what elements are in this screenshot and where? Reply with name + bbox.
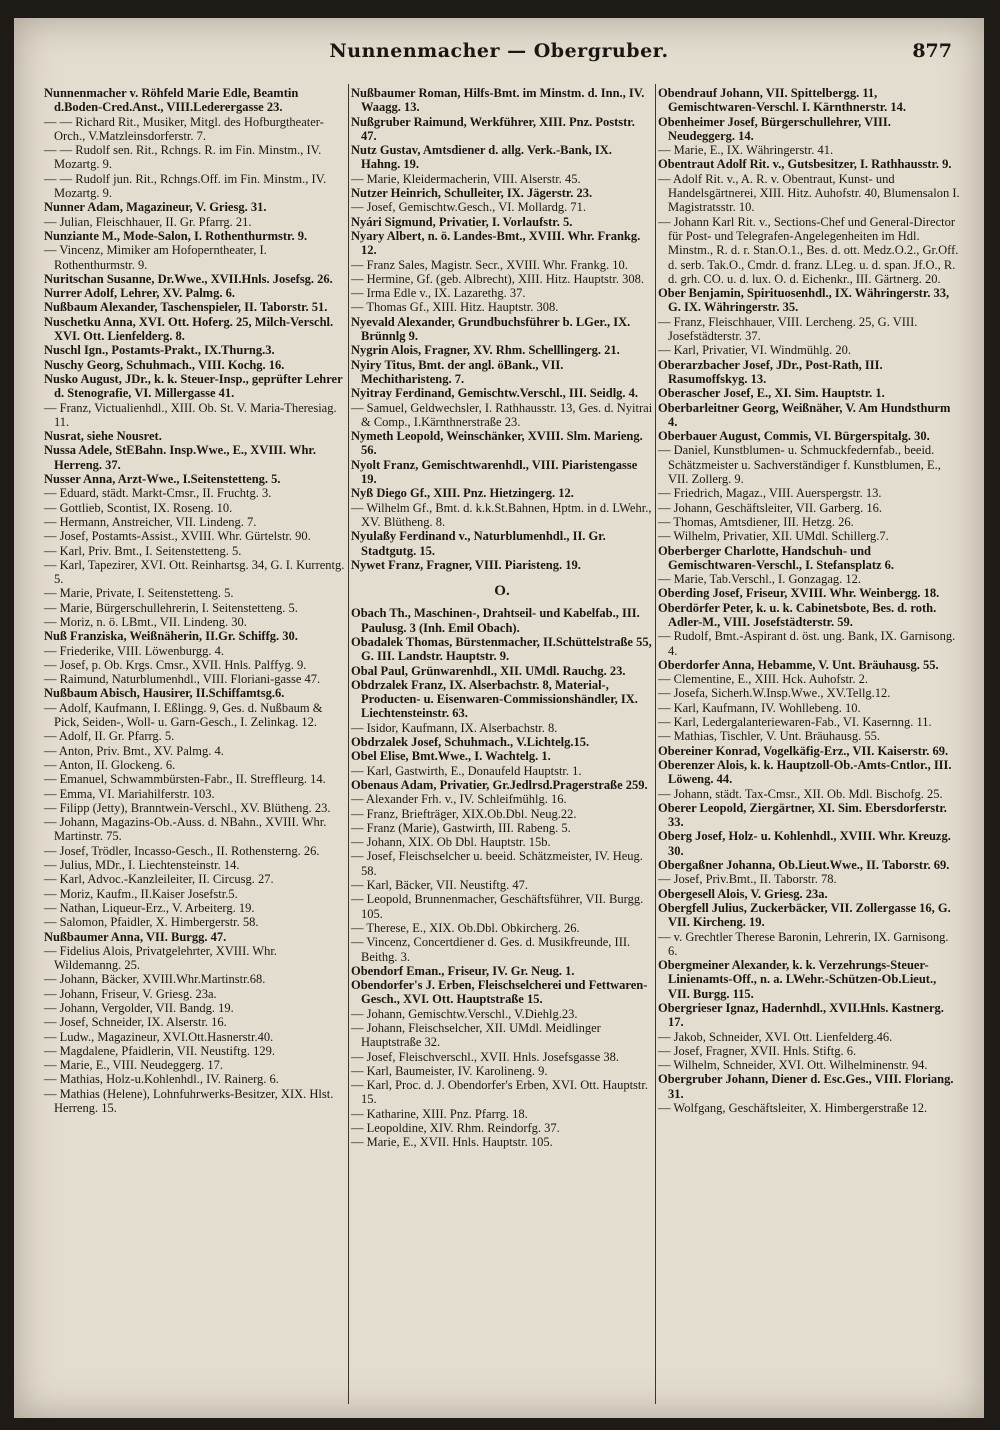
directory-entry: — Marie, Kleidermacherin, VIII. Alserstr. 45. xyxy=(351,171,581,186)
directory-entry: Obdrzalek Josef, Schuhmach., V.Lichtelg.15. xyxy=(351,735,590,750)
directory-entry: Nyiry Titus, Bmt. der angl. öBank., VII. Mechitharisteng. 7. xyxy=(351,357,564,386)
directory-entry: — — Richard Rit., Musiker, Mitgl. des Hofburgtheater-Orch., V.Matzleinsdorferstr. 7. xyxy=(44,114,324,143)
directory-entry: — Mathias, Tischler, V. Unt. Bräuhausg. 55. xyxy=(658,729,880,744)
column-divider xyxy=(655,84,656,1404)
directory-entry: — Magdalene, Pfaidlerin, VII. Neustiftg. 129. xyxy=(44,1043,275,1058)
directory-entry: — Gottlieb, Scontist, IX. Roseng. 10. xyxy=(44,500,233,515)
directory-entry: — Hermine, Gf. (geb. Albrecht), XIII. Hitz. Hauptstr. 308. xyxy=(351,271,644,286)
column-3 xyxy=(658,86,960,1115)
directory-entry: — Irma Edle v., IX. Lazarethg. 37. xyxy=(351,286,526,301)
directory-entry: Nussa Adele, StEBahn. Insp.Wwe., E., XVIII. Whr. Herreng. 37. xyxy=(44,443,316,472)
directory-entry: — Alexander Frh. v., IV. Schleifmühlg. 16. xyxy=(351,792,567,807)
directory-entry: Nyolt Franz, Gemischtwarenhdl., VIII. Piaristengasse 19. xyxy=(351,457,638,487)
directory-entry: Obach Th., Maschinen-, Drahtseil- und Kabelfab., III. Paulusg. 3 (Inh. Emil Obach). xyxy=(351,606,640,635)
directory-entry: — Isidor, Kaufmann, IX. Alserbachstr. 8. xyxy=(351,720,558,735)
directory-entry: Obergaßner Johanna, Ob.Lieut.Wwe., II. Taborstr. 69. xyxy=(658,858,950,873)
directory-entry: — Julius, MDr., I. Liechtensteinstr. 14. xyxy=(44,858,240,873)
directory-entry: — Clementine, E., XIII. Hck. Auhofstr. 2. xyxy=(658,672,869,687)
directory-entry: Obenheimer Josef, Bürgerschullehrer, VIII. Neudeggerg. 14. xyxy=(658,114,891,143)
directory-entry: Oberer Leopold, Ziergärtner, XI. Sim. Ebersdorferstr. 33. xyxy=(658,800,947,830)
directory-entry: Oberberger Charlotte, Handschuh- und Gemischtwaren-Verschl., I. Stefansplatz 6. xyxy=(658,543,895,572)
directory-entry: Obendorfer's J. Erben, Fleischselcherei und Fettwaren-Gesch., XVI. Ott. Hauptstraße 15. xyxy=(351,978,648,1007)
directory-entry: — Adolf Rit. v., A. R. v. Obentraut, Kunst- und Handelsgärtnerei, XIII. Hitz. Auhofstr. 40, Blumensalon I. Magistratsstr. 10. xyxy=(658,171,960,215)
directory-entry: — Mathias, Holz-u.Kohlenhdl., IV. Rainerg. 6. xyxy=(44,1072,279,1087)
directory-entry: Obentraut Adolf Rit. v., Gutsbesitzer, I. Rathhausstr. 9. xyxy=(658,157,952,172)
directory-entry: Obendrauf Johann, VII. Spittelbergg. 11, Gemischtwaren-Verschl. I. Kärnthnerstr. 14. xyxy=(658,86,907,115)
page-header xyxy=(14,40,984,70)
directory-entry: — Josef, Trödler, Incasso-Gesch., II. Rothensterng. 26. xyxy=(44,843,320,858)
directory-entry: — Filipp (Jetty), Branntwein-Verschl., XV. Blütheng. 23. xyxy=(44,800,331,815)
column-1 xyxy=(44,86,346,1115)
column-divider xyxy=(348,84,349,1404)
directory-entry: — Moriz, n. ö. LBmt., VII. Lindeng. 30. xyxy=(44,614,247,629)
directory-entry: Ober Benjamin, Spirituosenhdl., IX. Währingerstr. 33, G. IX. Währingerstr. 35. xyxy=(658,286,950,315)
directory-entry: Oberding Josef, Friseur, XVIII. Whr. Weinbergg. 18. xyxy=(658,586,940,601)
directory-entry: — Johann, Fleischselcher, XII. UMdl. Meidlinger Hauptstraße 32. xyxy=(351,1021,601,1050)
directory-entry: — Marie, E., XVII. Hnls. Hauptstr. 105. xyxy=(351,1135,553,1150)
directory-entry: — Emanuel, Schwammbürsten-Fabr., II. Streffleurg. 14. xyxy=(44,772,326,787)
directory-entry: — Marie, E., VIII. Neudeggerg. 17. xyxy=(44,1058,224,1073)
directory-entry: — Josef, Postamts-Assist., XVIII. Whr. Gürtelstr. 90. xyxy=(44,529,311,544)
directory-entry: — Johann, städt. Tax-Cmsr., XII. Ob. Mdl. Bischofg. 25. xyxy=(658,786,943,801)
directory-entry: Obenaus Adam, Privatier, Gr.Jedlrsd.Pragerstraße 259. xyxy=(351,777,648,792)
directory-entry: Nunnenmacher v. Röhfeld Marie Edle, Beamtin d.Boden-Cred.Anst., VIII.Lederergasse 23. xyxy=(44,86,299,115)
directory-entry: Oberbarleitner Georg, Weißnäher, V. Am Hundsthurm 4. xyxy=(658,400,951,429)
directory-entry: Obel Elise, Bmt.Wwe., I. Wachtelg. 1. xyxy=(351,749,551,764)
directory-entry: — Anton, II. Glockeng. 6. xyxy=(44,757,176,772)
directory-entry: — Leopold, Brunnenmacher, Geschäftsführer, VII. Burgg. 105. xyxy=(351,892,644,921)
directory-entry: — Karl, Proc. d. J. Obendorfer's Erben, XVI. Ott. Hauptstr. 15. xyxy=(351,1078,648,1107)
directory-entry: Nywet Franz, Fragner, VIII. Piaristeng. 19. xyxy=(351,557,581,572)
section-letter: O. xyxy=(494,583,510,600)
directory-entry: — Leopoldine, XIV. Rhm. Reindorfg. 37. xyxy=(351,1121,560,1136)
directory-entry: Nygrin Alois, Fragner, XV. Rhm. Schelllingerg. 21. xyxy=(351,343,620,358)
directory-entry: Obergrieser Ignaz, Hadernhdl., XVII.Hnls. Kastnerg. 17. xyxy=(658,1001,944,1030)
directory-entry: Nyary Albert, n. ö. Landes-Bmt., XVIII. Whr. Frankg. 12. xyxy=(351,228,641,258)
directory-entry: — Josefa, Sicherh.W.Insp.Wwe., XV.Tellg.12. xyxy=(658,686,891,701)
directory-entry: Nyß Diego Gf., XIII. Pnz. Hietzingerg. 12. xyxy=(351,486,574,501)
directory-entry: — Karl, Privatier, VI. Windmühlg. 20. xyxy=(658,343,851,358)
directory-entry: — Thomas Gf., XIII. Hitz. Hauptstr. 308. xyxy=(351,300,559,315)
directory-entry: — Moriz, Kaufm., II.Kaiser Josefstr.5. xyxy=(44,886,238,901)
directory-entry: Obdrzalek Franz, IX. Alserbachstr. 8, Material-, Producten- u. Eisenwaren-Commissionshändler, IX. Liechtensteinstr. 63. xyxy=(351,677,638,721)
directory-entry: — Salomon, Pfaidler, X. Himbergerstr. 58. xyxy=(44,915,259,930)
directory-entry: — Johann, Friseur, V. Griesg. 23a. xyxy=(44,986,217,1001)
directory-entry: — — Rudolf jun. Rit., Rchngs.Off. im Fin. Minstm., IV. Mozartg. 9. xyxy=(44,171,327,201)
directory-entry: Nußbaumer Roman, Hilfs-Bmt. im Minstm. d. Inn., IV. Waagg. 13. xyxy=(351,86,645,115)
directory-entry: — Jakob, Schneider, XVI. Ott. Lienfelderg.46. xyxy=(658,1029,893,1044)
directory-entry: — Marie, Tab.Verschl., I. Gonzagag. 12. xyxy=(658,572,862,587)
directory-entry: — Friedrich, Magaz., VIII. Auerspergstr. 13. xyxy=(658,486,882,501)
directory-entry: Obereiner Konrad, Vogelkäfig-Erz., VII. Kaiserstr. 69. xyxy=(658,743,949,758)
directory-entry: — Rudolf, Bmt.-Aspirant d. öst. ung. Bank, IX. Garnisong. 4. xyxy=(658,629,956,658)
directory-entry: Oberarzbacher Josef, JDr., Post-Rath, III. Rasumoffskyg. 13. xyxy=(658,357,883,386)
directory-entry: Nuschl Ign., Postamts-Prakt., IX.Thurng.3. xyxy=(44,343,275,358)
directory-entry: Oberascher Josef, E., XI. Sim. Hauptstr. 1. xyxy=(658,386,885,401)
directory-entry: — Franz (Marie), Gastwirth, III. Rabeng. 5. xyxy=(351,820,571,835)
directory-entry: — Karl, Priv. Bmt., I. Seitenstetteng. 5. xyxy=(44,543,242,558)
directory-entry: Nuritschan Susanne, Dr.Wwe., XVII.Hnls. Josefsg. 26. xyxy=(44,271,333,286)
directory-entry: — Franz, Victualienhdl., XIII. Ob. St. V. Maria-Theresiag. 11. xyxy=(44,400,337,429)
directory-entry: — Marie, Private, I. Seitenstetteng. 5. xyxy=(44,586,234,601)
directory-entry: — Franz Sales, Magistr. Secr., XVIII. Whr. Frankg. 10. xyxy=(351,257,628,272)
directory-entry: — Eduard, städt. Markt-Cmsr., II. Fruchtg. 3. xyxy=(44,486,272,501)
directory-entry: — Johann, Bäcker, XVIII.Whr.Martinstr.68. xyxy=(44,972,266,987)
directory-entry: — Josef, Fleischselcher u. beeid. Schätzmeister, IV. Heug. 58. xyxy=(351,849,643,878)
directory-entry: Nunner Adam, Magazineur, V. Griesg. 31. xyxy=(44,200,267,215)
directory-entry: — — Rudolf sen. Rit., Rchngs. R. im Fin. Minstm., IV. Mozartg. 9. xyxy=(44,143,322,172)
directory-entry: Nußbaumer Anna, VII. Burgg. 47. xyxy=(44,929,227,944)
directory-entry: Nusko August, JDr., k. k. Steuer-Insp., geprüfter Lehrer d. Stenografie, VI. Millergasse 41. xyxy=(44,371,343,401)
directory-entry: — Wolfgang, Geschäftsleiter, X. Himbergerstraße 12. xyxy=(658,1101,928,1116)
directory-entry: — Adolf, II. Gr. Pfarrg. 5. xyxy=(44,729,175,744)
directory-entry: Nutz Gustav, Amtsdiener d. allg. Verk.-Bank, IX. Hahng. 19. xyxy=(351,143,612,172)
directory-entry: — Johann, XIX. Ob Dbl. Hauptstr. 15b. xyxy=(351,835,551,850)
directory-entry: — v. Grechtler Therese Baronin, Lehrerin, IX. Garnisong. 6. xyxy=(658,929,949,958)
directory-entry: — Johann, Geschäftsleiter, VII. Garberg. 16. xyxy=(658,500,882,515)
directory-entry: — Vincenz, Mimiker am Hofoperntheater, I. Rothenthurmstr. 9. xyxy=(44,243,267,272)
directory-entry: — Mathias (Helene), Lohnfuhrwerks-Besitzer, XIX. Hlst. Herreng. 15. xyxy=(44,1086,334,1116)
directory-entry: — Nathan, Liqueur-Erz., V. Arbeiterg. 19. xyxy=(44,900,255,915)
column-2 xyxy=(351,86,653,1150)
directory-entry: — Samuel, Geldwechsler, I. Rathhausstr. 13, Ges. d. Nyitrai & Comp., I.Kärnthnerstraße 23. xyxy=(351,400,653,429)
directory-entry: — Karl, Ledergalanteriewaren-Fab., VI. Kasernng. 11. xyxy=(658,715,932,730)
directory-entry: Obergesell Alois, V. Griesg. 23a. xyxy=(658,886,828,901)
directory-entry: — Emma, VI. Mariahilferstr. 103. xyxy=(44,786,215,801)
directory-entry: — Therese, E., XIX. Ob.Dbl. Obkircherg. 26. xyxy=(351,920,580,935)
directory-entry: Oberdörfer Peter, k. u. k. Cabinetsbote, Bes. d. roth. Adler-M., VIII. Josefstädterstr. 59. xyxy=(658,600,937,629)
directory-entry: Obergfell Julius, Zuckerbäcker, VII. Zollergasse 16, G. VII. Kircheng. 19. xyxy=(658,900,951,930)
directory-entry: Obendorf Eman., Friseur, IV. Gr. Neug. 1. xyxy=(351,963,575,978)
directory-entry: Nuschetku Anna, XVI. Ott. Hoferg. 25, Milch-Verschl. XVI. Ott. Lienfelderg. 8. xyxy=(44,314,334,344)
directory-entry: Nunziante M., Mode-Salon, I. Rothenthurmstr. 9. xyxy=(44,228,308,243)
page-title: Nunnenmacher — Obergruber. xyxy=(329,40,669,62)
directory-entry: Nurrer Adolf, Lehrer, XV. Palmg. 6. xyxy=(44,286,235,301)
directory-entry: — Julian, Fleischhauer, II. Gr. Pfarrg. 21. xyxy=(44,214,252,229)
directory-entry: — Johann Karl Rit. v., Sections-Chef und General-Director für Post- und Telegrafen-Angelegenheiten im Hdl. Minstm., R. d. r. Stan.O.1., Bes. d. ott. Medz.O.2., Gr.Off. d. serb. Tak.O., Cmdr. d. franz. LLeg. u. d. span. Jf.O., R. d. grh. CO. u. d. lux. O. d. Eichenkr., III. Gärtnerg. 20. xyxy=(658,214,959,286)
directory-entry: — Thomas, Amtsdiener, III. Hetzg. 26. xyxy=(658,514,854,529)
directory-entry: — Johann, Gemischtw.Verschl., V.Diehlg.23. xyxy=(351,1006,578,1021)
directory-entry: Nyevald Alexander, Grundbuchsführer b. LGer., IX. Brünnlg 9. xyxy=(351,314,631,344)
directory-entry: — Wilhelm Gf., Bmt. d. k.k.St.Bahnen, Hptm. in d. LWehr., XV. Blütheng. 8. xyxy=(351,500,652,529)
directory-entry: — Josef, Fleischverschl., XVII. Hnls. Josefsgasse 38. xyxy=(351,1049,620,1064)
directory-entry: Nusser Anna, Arzt-Wwe., I.Seitenstetteng. 5. xyxy=(44,472,281,487)
directory-entry: — Wilhelm, Schneider, XVI. Ott. Wilhelminenstr. 94. xyxy=(658,1058,928,1073)
directory-entry: — Adolf, Kaufmann, I. Eßlingg. 9, Ges. d. Nußbaum & Pick, Seiden-, Woll- u. Garn-Gesch., I. Zelinkag. 12. xyxy=(44,700,323,730)
directory-entry: Nusrat, siehe Nousret. xyxy=(44,429,162,444)
directory-entry: Nuß Franziska, Weißnäherin, II.Gr. Schiffg. 30. xyxy=(44,629,298,644)
directory-entry: — Friederike, VIII. Löwenburgg. 4. xyxy=(44,643,225,658)
directory-entry: Nyári Sigmund, Privatier, I. Vorlaufstr. 5. xyxy=(351,214,573,229)
directory-entry: — Karl, Tapezirer, XVI. Ott. Reinhartsg. 34, G. I. Kurrentg. 5. xyxy=(44,557,345,587)
directory-entry: Oberbauer August, Commis, VI. Bürgerspitalg. 30. xyxy=(658,429,930,444)
directory-entry: — Karl, Bäcker, VII. Neustiftg. 47. xyxy=(351,878,529,893)
directory-entry: — Johann, Vergolder, VII. Bandg. 19. xyxy=(44,1001,234,1015)
directory-entry: — Karl, Baumeister, IV. Karolineng. 9. xyxy=(351,1063,548,1078)
directory-entry: — Karl, Advoc.-Kanzleileiter, II. Circusg. 27. xyxy=(44,872,274,887)
directory-entry: Oberg Josef, Holz- u. Kohlenhdl., XVIII. Whr. Kreuzg. 30. xyxy=(658,829,951,858)
page-number: 877 xyxy=(912,40,952,62)
directory-entry: Oberdorfer Anna, Hebamme, V. Unt. Bräuhausg. 55. xyxy=(658,657,939,672)
directory-entry: Oberenzer Alois, k. k. Hauptzoll-Ob.-Amts-Cntlor., III. Löweng. 44. xyxy=(658,757,952,787)
directory-entry: Nußbaum Abisch, Hausirer, II.Schiffamtsg.6. xyxy=(44,686,285,701)
directory-entry: Nußgruber Raimund, Werkführer, XIII. Pnz. Poststr. 47. xyxy=(351,114,635,143)
directory-entry: — Ludw., Magazineur, XVI.Ott.Hasnerstr.40. xyxy=(44,1029,274,1044)
directory-entry: — Marie, E., IX. Währingerstr. 41. xyxy=(658,143,834,158)
directory-entry: — Hermann, Anstreicher, VII. Lindeng. 7. xyxy=(44,514,257,529)
directory-entry: — Josef, Priv.Bmt., II. Taborstr. 78. xyxy=(658,872,837,887)
directory-entry: — Karl, Gastwirth, E., Donaufeld Hauptstr. 1. xyxy=(351,763,582,778)
directory-entry: — Katharine, XIII. Pnz. Pfarrg. 18. xyxy=(351,1106,528,1121)
directory-entry: Nyulaßy Ferdinand v., Naturblumenhdl., II. Gr. Stadtgutg. 15. xyxy=(351,529,606,558)
directory-entry: Nyitray Ferdinand, Gemischtw.Verschl., III. Seidlg. 4. xyxy=(351,386,639,401)
directory-entry: — Franz, Briefträger, XIX.Ob.Dbl. Neug.22. xyxy=(351,806,577,821)
directory-entry: — Raimund, Naturblumenhdl., VIII. Floriani-gasse 47. xyxy=(44,672,321,687)
directory-entry: — Fidelius Alois, Privatgelehrter, XVIII. Whr. Wildemanng. 25. xyxy=(44,943,277,973)
directory-page xyxy=(14,18,984,1418)
directory-entry: — Josef, Schneider, IX. Alserstr. 16. xyxy=(44,1015,227,1030)
directory-entry: — Anton, Priv. Bmt., XV. Palmg. 4. xyxy=(44,743,224,758)
directory-entry: Obergmeiner Alexander, k. k. Verzehrungs-Steuer-Linienamts-Off., n. a. LWehr.-Schützen-Ob.Lieut., VII. Burgg. 115. xyxy=(658,958,937,1001)
directory-entry: — Josef, Fragner, XVII. Hnls. Stiftg. 6. xyxy=(658,1043,857,1058)
directory-entry: — Josef, Gemischtw.Gesch., VI. Mollardg. 71. xyxy=(351,200,587,215)
directory-entry: — Johann, Magazins-Ob.-Auss. d. NBahn., XVIII. Whr. Martinstr. 75. xyxy=(44,815,327,844)
directory-entry: — Daniel, Kunstblumen- u. Schmuckfedernfab., beeid. Schätzmeister u. Sachverständiger f. Kunstblumen, E., VII. Zollerg. 9. xyxy=(658,443,941,487)
directory-entry: Obergruber Johann, Diener d. Esc.Ges., VIII. Floriang. 31. xyxy=(658,1072,954,1101)
directory-entry: Nußbaum Alexander, Taschenspieler, II. Taborstr. 51. xyxy=(44,300,328,315)
directory-entry: Nuschy Georg, Schuhmach., VIII. Kochg. 16. xyxy=(44,357,285,372)
directory-entry: Obadalek Thomas, Bürstenmacher, II.Schüttelstraße 55, G. III. Landstr. Hauptstr. 9. xyxy=(351,634,652,664)
directory-entry: — Josef, p. Ob. Krgs. Cmsr., XVII. Hnls. Palffyg. 9. xyxy=(44,657,307,672)
directory-entry: — Franz, Fleischhauer, VIII. Lercheng. 25, G. VIII. Josefstädterstr. 37. xyxy=(658,314,918,344)
directory-entry: — Vincenz, Concertdiener d. Ges. d. Musikfreunde, III. Beithg. 3. xyxy=(351,935,631,964)
directory-entry: Obal Paul, Grünwarenhdl., XII. UMdl. Rauchg. 23. xyxy=(351,663,626,678)
directory-entry: — Karl, Kaufmann, IV. Wohllebeng. 10. xyxy=(658,700,861,715)
directory-entry: Nutzer Heinrich, Schulleiter, IX. Jägerstr. 23. xyxy=(351,186,593,201)
directory-entry: — Marie, Bürgerschullehrerin, I. Seitenstetteng. 5. xyxy=(44,600,298,615)
directory-entry: Nymeth Leopold, Weinschänker, XVIII. Slm. Marieng. 56. xyxy=(351,429,643,458)
directory-entry: — Wilhelm, Privatier, XII. UMdl. Schillerg.7. xyxy=(658,529,889,544)
